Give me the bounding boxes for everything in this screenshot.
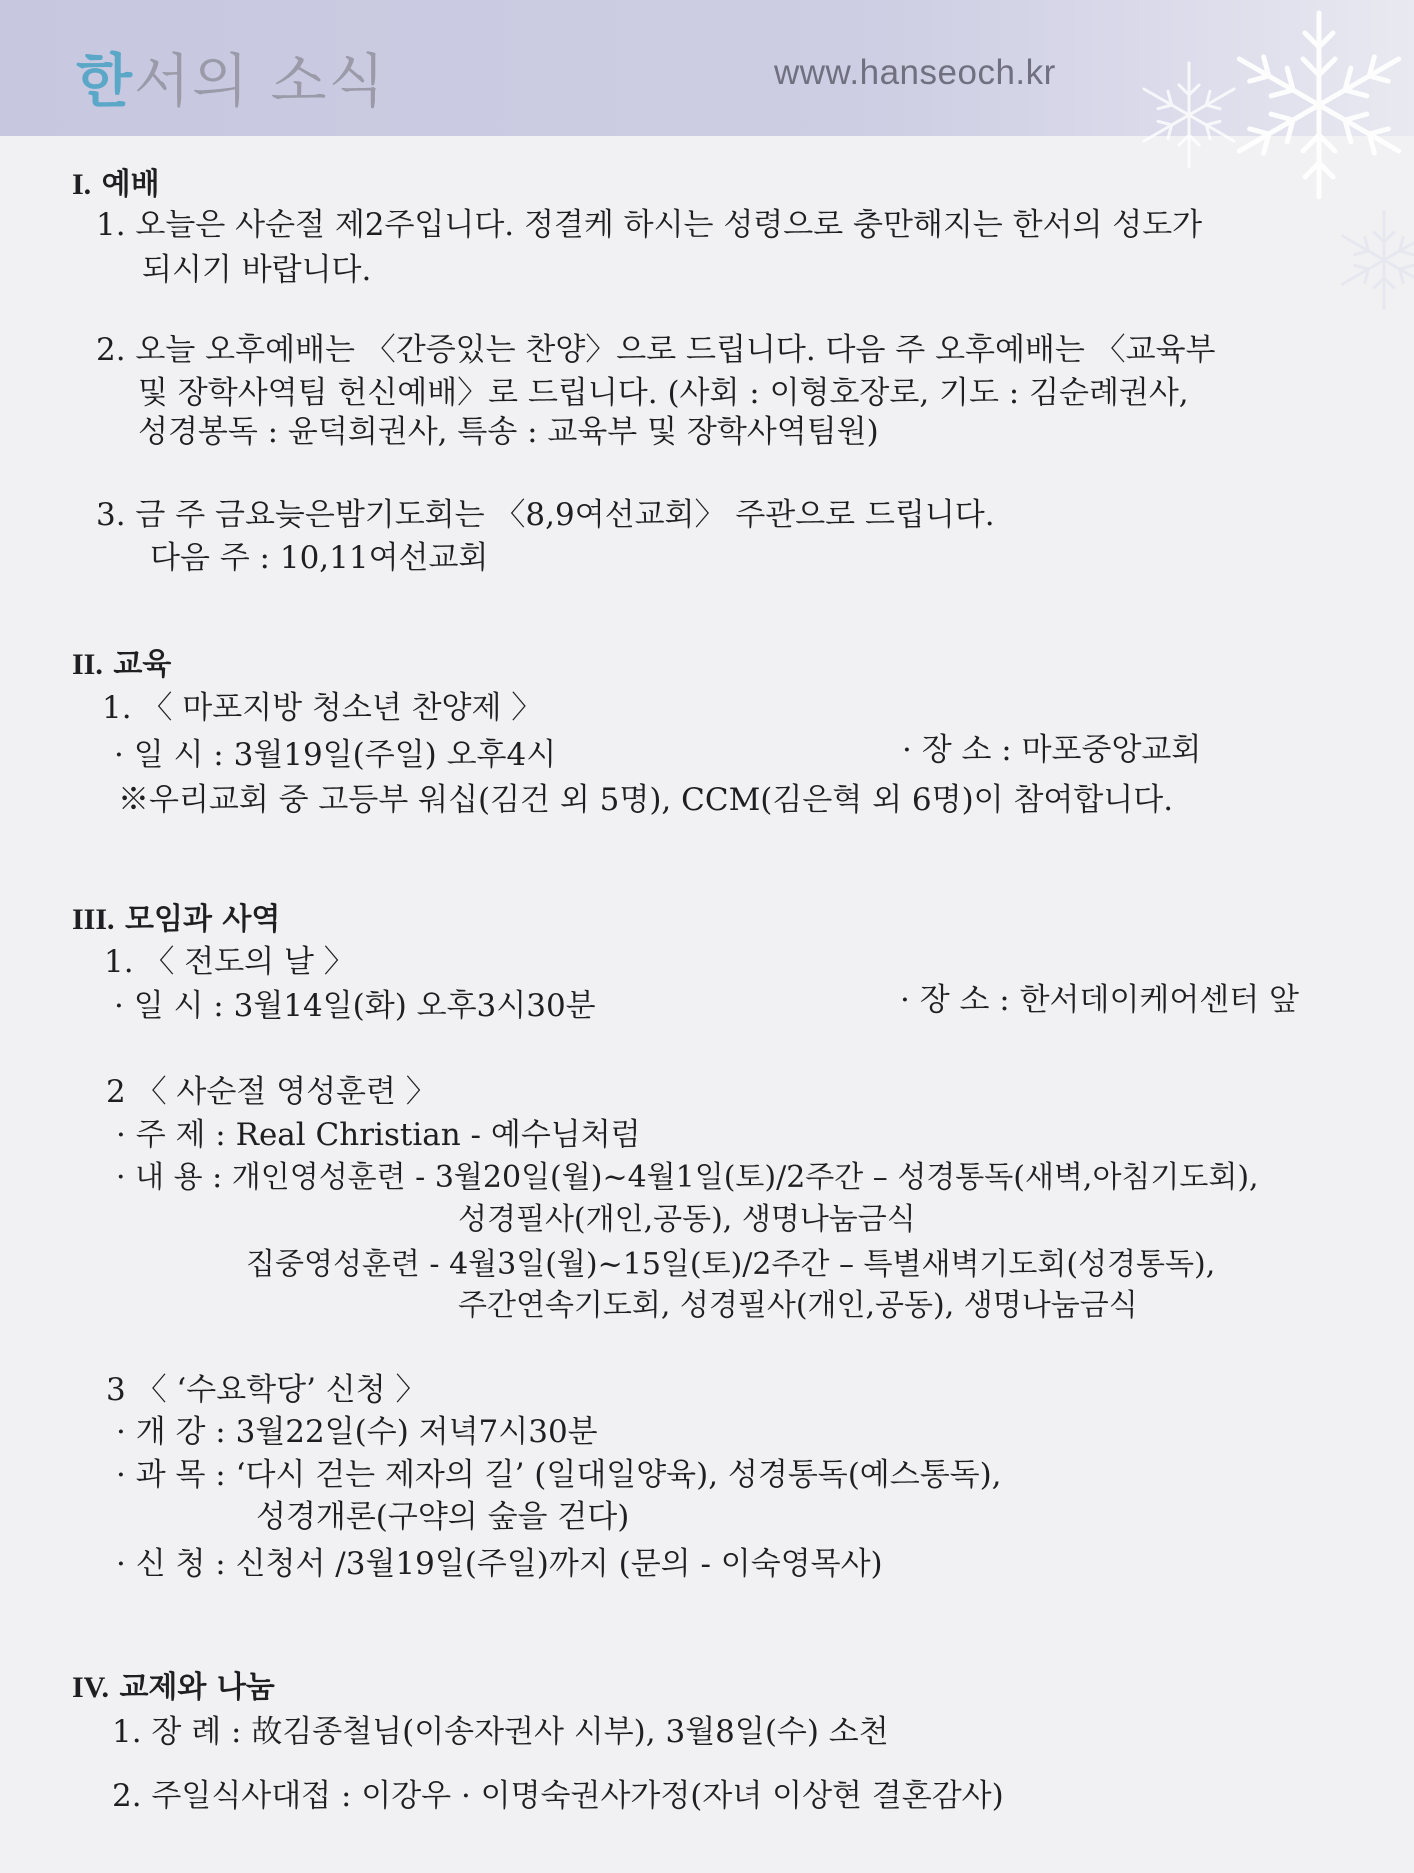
announcement-line: 2. 오늘 오후예배는 〈간증있는 찬양〉으로 드립니다. 다음 주 오후예배는 〈교육부 [96,332,1216,368]
announcement-line: 다음 주 : 10,11여선교회 [150,540,489,576]
announcement-line: · 장 소 : 마포중앙교회 [902,732,1202,768]
church-website-url[interactable]: www.hanseoch.kr [774,53,1056,92]
announcement-line: 3. 금 주 금요늦은밤기도회는 〈8,9여선교회〉 주관으로 드립니다. [96,497,995,533]
announcement-line: 주간연속기도회, 성경필사(개인,공동), 생명나눔금식 [458,1288,1138,1323]
announcement-line: · 과 목 : ‘다시 걷는 제자의 길’ (일대일양육), 성경통독(예스통독), [116,1457,1002,1493]
announcement-line: 1. 〈 전도의 날 〉 [104,944,355,980]
announcement-line: 1. 오늘은 사순절 제2주입니다. 정결케 하시는 성령으로 충만해지는 한서의 성도가 [96,207,1203,243]
announcement-line: · 개 강 : 3월22일(수) 저녁7시30분 [116,1414,598,1450]
announcement-line: · 내 용 : 개인영성훈련 - 3월20일(월)~4월1일(토)/2주간 – 성경통독(새벽,아침기도회), [116,1160,1259,1195]
section-heading: III. 모임과 사역 [72,902,281,937]
section-heading: IV. 교제와 나눔 [72,1670,275,1705]
title-rest: 서의 소식 [134,47,387,115]
announcement-line: · 주 제 : Real Christian - 예수님처럼 [116,1117,641,1153]
announcement-line: 및 장학사역팀 헌신예배〉로 드립니다. (사회 : 이형호장로, 기도 : 김순례권사, [138,375,1189,411]
announcement-line: 되시기 바랍니다. [142,252,372,288]
announcement-line: 성경개론(구약의 숲을 걷다) [256,1499,630,1535]
announcement-line: · 일 시 : 3월14일(화) 오후3시30분 [114,988,596,1024]
announcement-line: · 장 소 : 한서데이케어센터 앞 [900,982,1299,1018]
section-heading: I. 예배 [72,167,160,202]
announcement-line: ※우리교회 중 고등부 워십(김건 외 5명), CCM(김은혁 외 6명)이 참여합니다. [118,782,1174,818]
title-first-char: 한 [76,47,135,115]
announcement-line: 2 〈 사순절 영성훈련 〉 [106,1074,437,1110]
announcement-line: · 신 청 : 신청서 /3월19일(주일)까지 (문의 - 이숙영목사) [116,1546,883,1582]
announcement-line: 성경필사(개인,공동), 생명나눔금식 [458,1202,916,1237]
announcement-line: 집중영성훈련 - 4월3일(월)~15일(토)/2주간 – 특별새벽기도회(성경통독), [246,1247,1216,1282]
announcement-line: 1. 장 례 : 故김종철님(이송자권사 시부), 3월8일(수) 소천 [112,1714,889,1750]
announcement-line: 성경봉독 : 윤덕희권사, 특송 : 교육부 및 장학사역팀원) [138,414,879,450]
section-heading: II. 교육 [72,647,172,682]
announcement-line: 3 〈 ‘수요학당’ 신청 〉 [106,1372,427,1408]
announcement-line: · 일 시 : 3월19일(주일) 오후4시 [114,737,557,773]
announcement-line: 1. 〈 마포지방 청소년 찬양제 〉 [102,690,543,726]
announcement-line: 2. 주일식사대접 : 이강우 · 이명숙권사가정(자녀 이상현 결혼감사) [112,1778,1004,1814]
